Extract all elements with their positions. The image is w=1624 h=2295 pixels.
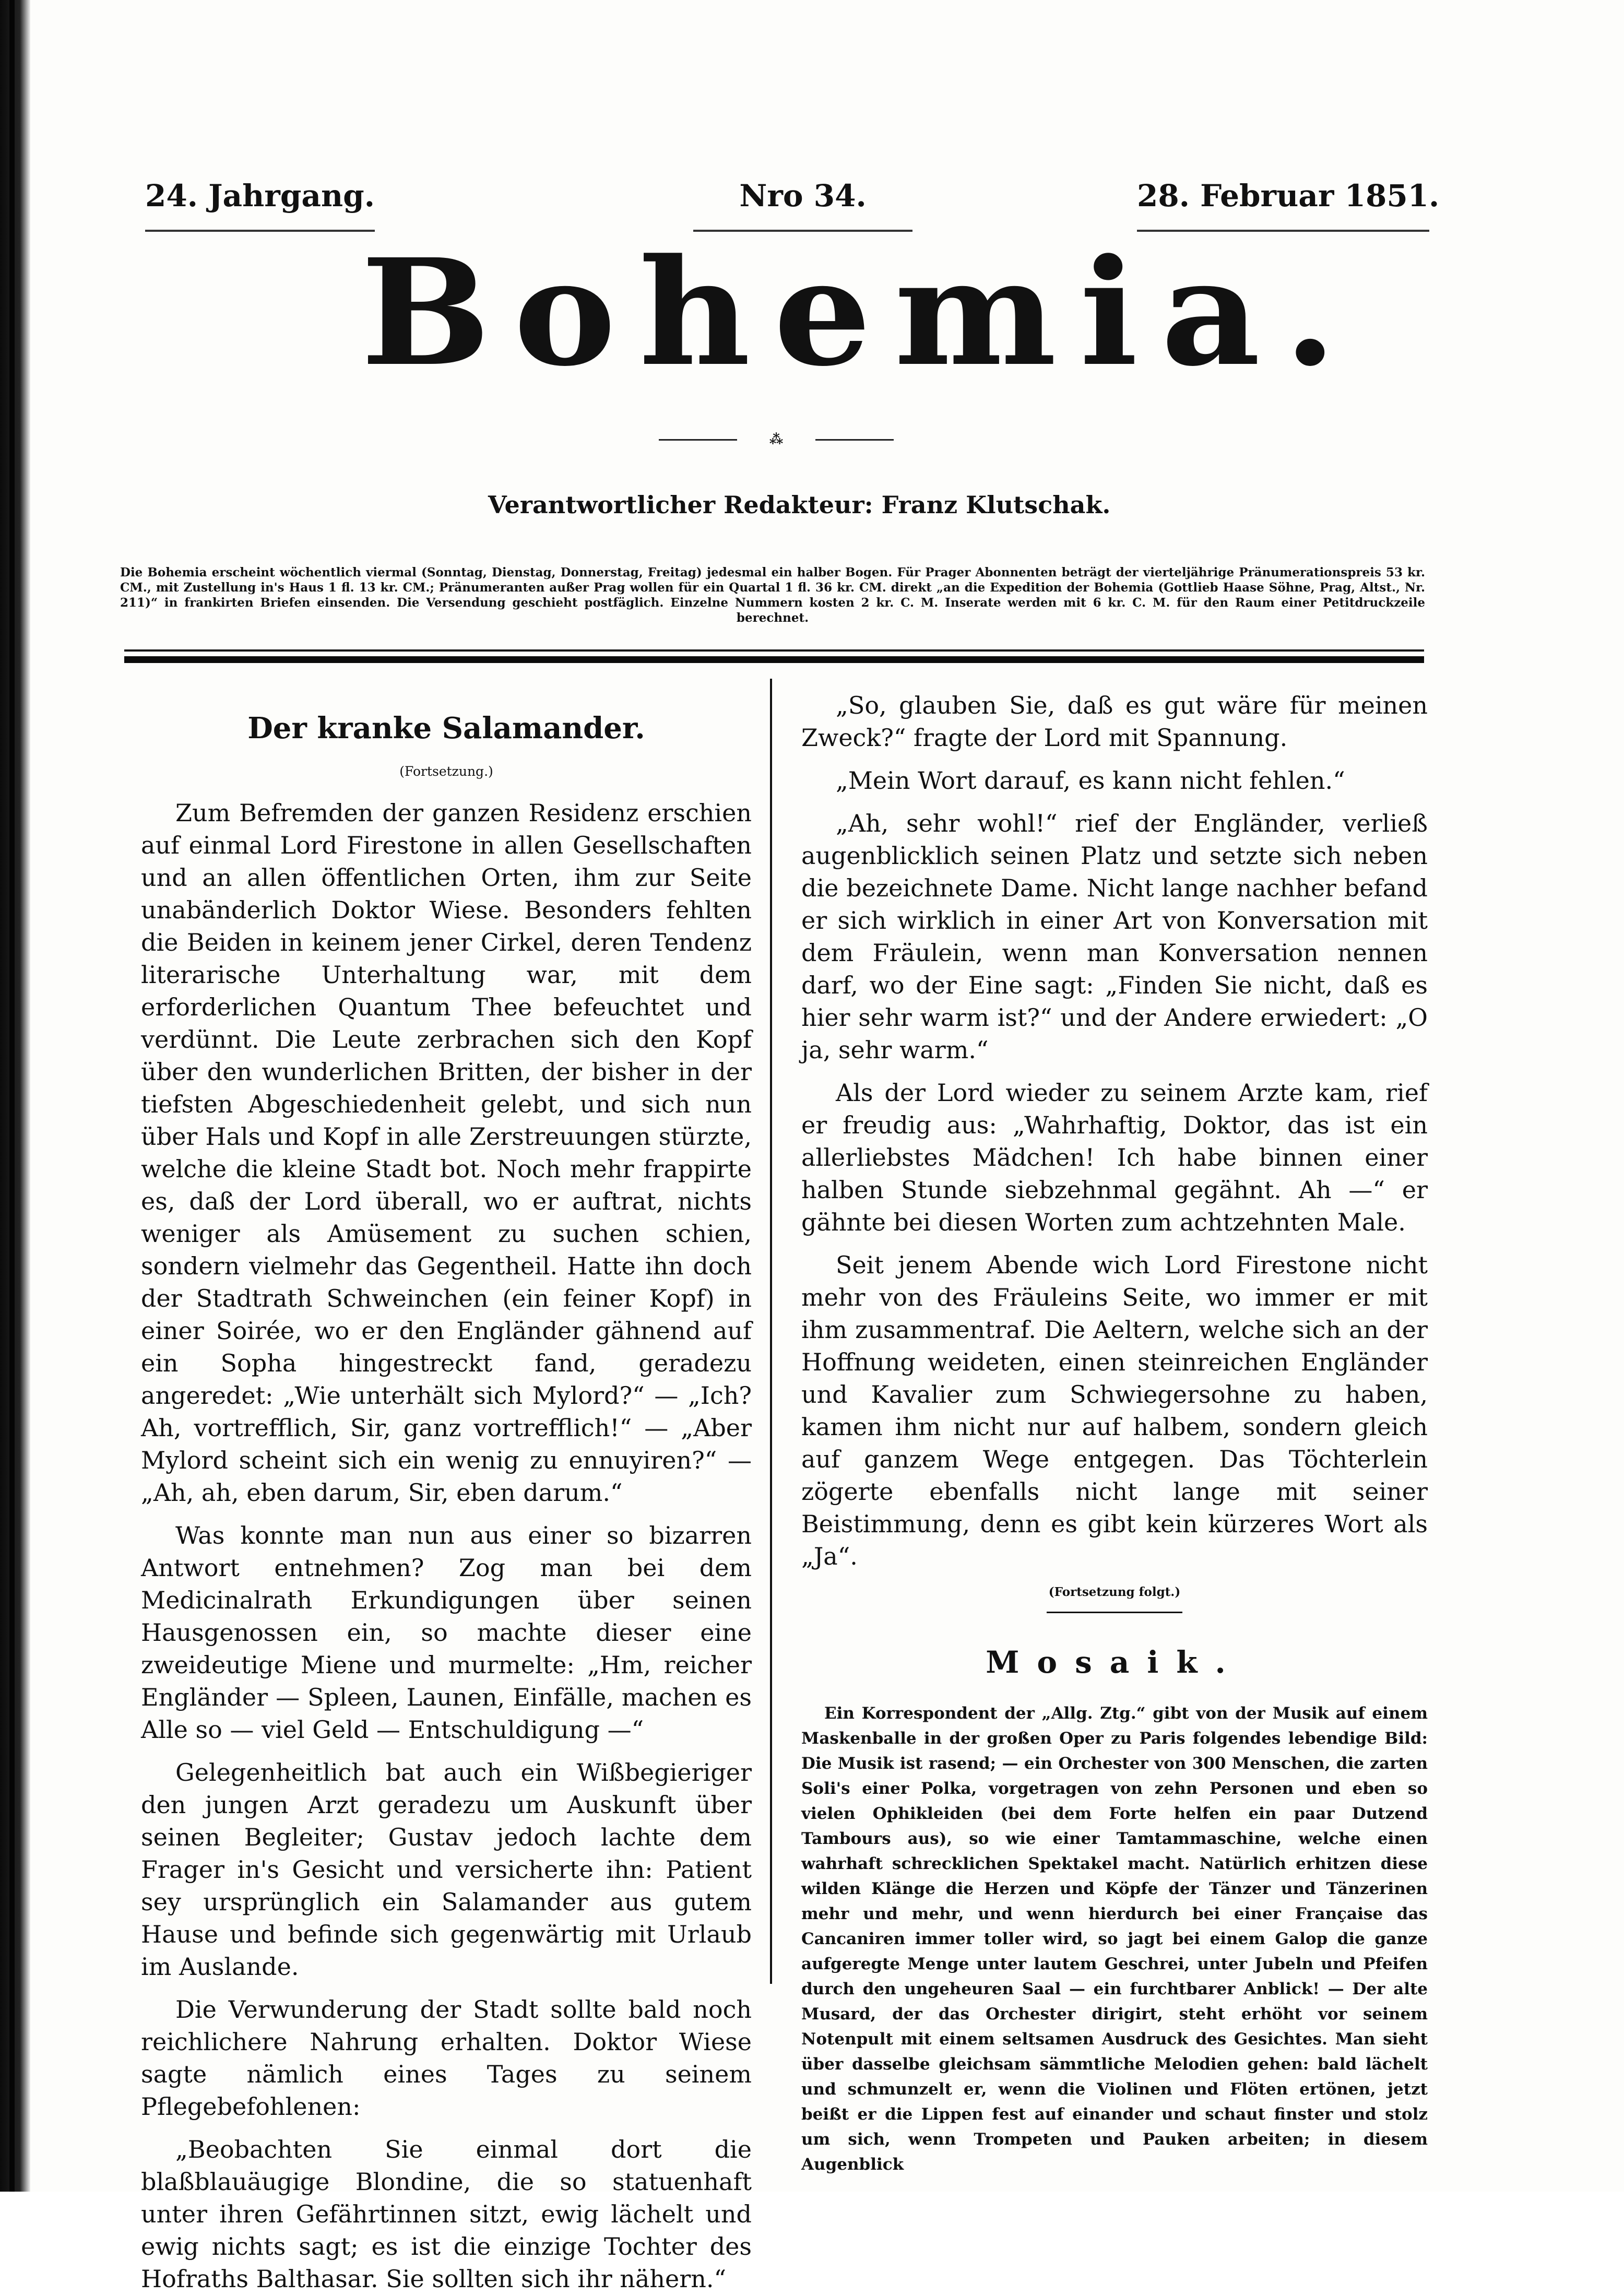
ornament-left-rule [659,439,737,441]
article-paragraph: „Beobachten Sie einmal dort die blaßblauäugige Blondine, die so statuenhaft unter ihren Gefährtinnen sitzt, ewig lächelt und ewig nichts sagt; es ist die einzige Tochter des Hofraths Balthasar. Sie sollten sich ihr nähern.“ [141,2135,752,2293]
subscription-notice: Die Bohemia erscheint wöchentlich viermal (Sonntag, Dienstag, Donnerstag, Freitag) jedesmal ein halber Bogen. Für Prager Abonnenten beträgt der vierteljährige Pränumerationspreis 53 kr. CM., mit Zustellung in's Haus 1 fl. 13 kr. CM.; Pränumeranten außer Prag wollen für ein Quartal 1 fl. 36 kr. CM. direkt „an die Expedition der Bohemia (Gottlieb Haase Söhne, Prag, Altst., Nr. 211)“ in frankirten Briefen einsenden. Die Versendung geschieht postfäglich. Einzelne Nummern kosten 2 kr. C. M. Inserate werden mit 6 kr. C. M. für den Raum einer Petitdruckzeile berechnet. [120,565,1425,625]
article-continuation-label: (Fortsetzung.) [399,764,493,779]
article-paragraph: „Ah, sehr wohl!“ rief der Engländer, verließ augenblicklich seinen Platz und setzte sich neben die bezeichnete Dame. Nicht lange nachher befand er sich wirklich in einer Art von Konversation mit dem Fräulein, wenn man Konversation nennen darf, wo der Eine sagt: „Finden Sie nicht, daß es hier sehr warm ist?“ und der Andere erwiedert: „O ja, sehr warm.“ [801,809,1428,1064]
header-thick-rule [124,656,1424,663]
article-paragraph: Was konnte man nun aus einer so bizarren Antwort entnehmen? Zog man bei dem Medicinalrath Erkundigungen über seinen Hausgenossen ein, so machte dieser eine zweideutige Miene und murmelte: „Hm, reicher Engländer — Spleen, Launen, Einfälle, machen es Alle so — viel Geld — Entschuldigung —“ [141,1521,752,1744]
article-paragraph: „Mein Wort darauf, es kann nicht fehlen.“ [836,766,1345,795]
article-paragraph: Seit jenem Abende wich Lord Firestone nicht mehr von des Fräuleins Seite, wo immer er mit ihm zusammentraf. Die Aeltern, welche sich an der Hoffnung weideten, einen steinreichen Engländer und Kavalier zum Schwiegersohne zu haben, kamen ihm nicht nur auf halbem, sondern gleich auf ganzem Wege entgegen. Das Töchterlein zögerte ebenfalls nicht lange mit seiner Beistimmung, denn es gibt kein kürzeres Wort als „Ja“. [801,1251,1428,1570]
ornament-right-rule [815,439,894,441]
column-divider [770,679,772,1984]
header-thin-rule [124,649,1424,652]
issue-date: 28. Februar 1851. [1137,172,1429,232]
article-paragraph: Als der Lord wieder zu seinem Arzte kam, rief er freudig aus: „Wahrhaftig, Doktor, das ist ein allerliebstes Mädchen! Ich habe binnen einer halben Stunde siebzehnmal gegähnt. Ah —“ er gähnte bei diesen Worten zum achtzehnten Male. [801,1079,1428,1236]
article-paragraph: Gelegenheitlich bat auch ein Wißbegieriger den jungen Arzt geradezu um Auskunft über seinen Begleiter; Gustav jedoch lachte dem Frager in's Gesicht und versicherte ihn: Patient sey ursprünglich ein Salamander aus gutem Hause und befinde sich gegenwärtig mit Urlaub im Auslande. [141,1758,752,1981]
ornament-mark: ⁂ [769,432,784,447]
year-label: 24. Jahrgang. [145,172,375,232]
article-title: Der kranke Salamander. [247,711,645,746]
left-article-column [141,689,752,2293]
article-paragraph: Die Verwunderung der Stadt sollte bald noch reichlichere Nahrung erhalten. Doktor Wiese sagte nämlich eines Tages zu seinem Pflegebefohlenen: [141,1995,752,2121]
binding-edge [0,0,30,2192]
article-paragraph: „So, glauben Sie, daß es gut wäre für meinen Zweck?“ fragte der Lord mit Spannung. [801,691,1428,752]
section-rule [1047,1612,1182,1613]
mosaik-paragraph: Ein Korrespondent der „Allg. Ztg.“ gibt von der Musik auf einem Maskenballe in der großen Oper zu Paris folgendes lebendige Bild: Die Musik ist rasend; — ein Orchester von 300 Menschen, die zarten Soli's einer Polka, vorgetragen von zehn Personen und eben so vielen Ophikleiden (bei dem Forte helfen ein paar Dutzend Tambours aus), so wie einer Tamtammaschine, welche einen wahrhaft schrecklichen Spektakel macht. Natürlich erhitzen diese wilden Klänge die Herzen und Köpfe der Tänzer und Tänzerinen mehr und mehr, und wenn hierdurch bei einer Française das Cancaniren immer toller wird, so jagt bei einem Galop die ganze aufgeregte Menge unter lautem Geschrei, unter Jubeln und Pfeifen durch den ungeheuren Saal — ein furchtbarer Anblick! — Der alte Musard, der das Orchester dirigirt, steht erhöht vor seinem Notenpult mit einem seltsamen Ausdruck des Gesichtes. Man sieht über dasselbe gleichsam sämmtliche Melodien gehen: bald lächelt und schmunzelt er, wenn die Violinen und Flöten ertönen, jetzt beißt er die Lippen fest auf einander und schaut finster und stolz um sich, wenn Trompeten und Pauken arbeiten; in diesem Augenblick [801,1704,1428,2174]
issue-number: Nro 34. [693,172,912,232]
masthead-ornament [659,432,894,447]
mosaik-title: Mosaik. [986,1645,1243,1680]
page-edge-rule [9,0,15,2192]
header-double-rule [124,649,1424,664]
article-paragraph: Zum Befremden der ganzen Residenz erschien auf einmal Lord Firestone in allen Gesellschaften und an allen öffentlichen Orten, ihm zur Seite unabänderlich Doktor Wiese. Besonders fehlten die Beiden in keinem jener Cirkel, deren Tendenz literarische Unterhaltung war, mit dem erforderlichen Quantum Thee befeuchtet und verdünnt. Die Leute zerbrachen sich den Kopf über den wunderlichen Britten, der bisher in der tiefsten Abgeschiedenheit gelebt, und sich nun über Hals und Kopf in alle Zerstreuungen stürzte, welche die kleine Stadt bot. Noch mehr frappirte es, daß der Lord überall, wo er auftrat, nichts weniger als Amüsement zu suchen schien, sondern vielmehr das Gegentheil. Hatte ihn doch der Stadtrath Schweinchen (ein feiner Kopf) in einer Soirée, wo er den Engländer gähnend auf ein Sopha hingestreckt fand, geradezu angeredet: „Wie unterhält sich Mylord?“ — „Ich? Ah, vortrefflich, Sir, ganz vortrefflich!“ — „Aber Mylord scheint sich ein wenig zu ennuyiren?“ — „Ah, ah, eben darum, Sir, eben darum.“ [141,799,752,1507]
newspaper-header [145,172,1440,230]
editor-line: Verantwortlicher Redakteur: Franz Klutschak. [488,491,1111,519]
right-article-column [801,689,1428,2174]
continuation-note: (Fortsetzung folgt.) [1048,1585,1181,1599]
masthead-title: Bohemia. [361,227,1360,399]
